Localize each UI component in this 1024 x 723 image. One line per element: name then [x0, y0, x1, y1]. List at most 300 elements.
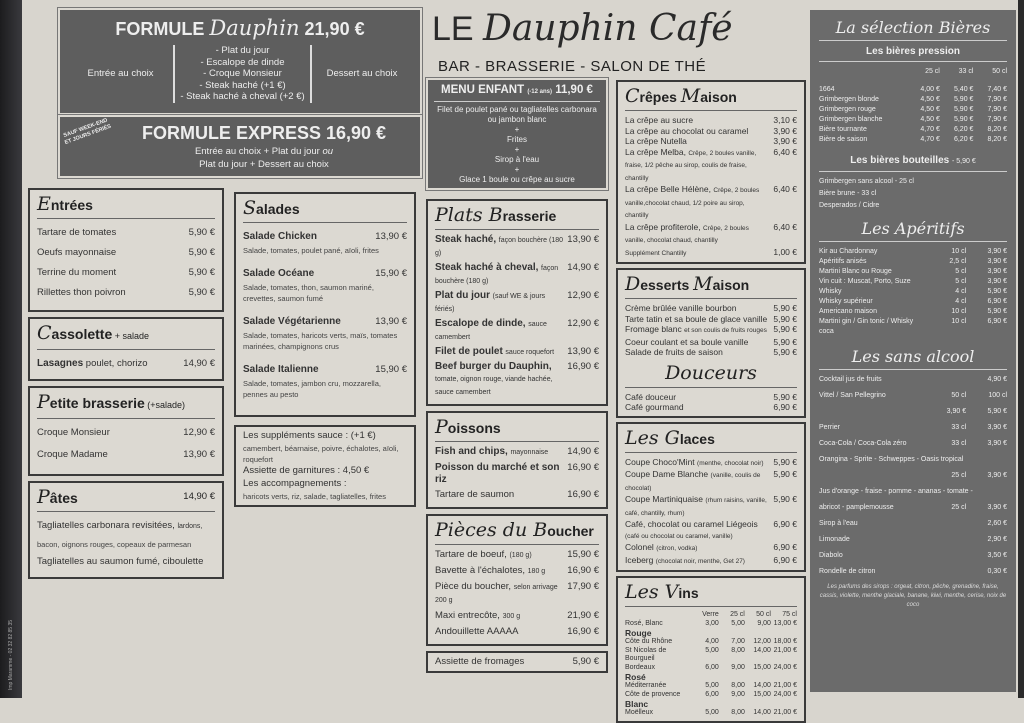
item-name-bold: Filet de poulet	[435, 346, 503, 357]
item-name	[435, 581, 563, 607]
item-price: 5,90 €	[188, 267, 215, 278]
item-name	[243, 316, 371, 328]
section-title	[37, 391, 215, 419]
draft-beer-row-cell: 4,50 €	[920, 106, 940, 113]
wine-header: 75 cl	[782, 611, 797, 618]
menu-item	[37, 247, 215, 259]
bottle-beer-row	[819, 177, 1007, 187]
item-price: 5,90 €	[773, 456, 797, 467]
item-detail: lardons,	[177, 523, 203, 530]
section-title	[37, 193, 215, 219]
column-1	[28, 188, 224, 579]
soft-drink-row-cell: 50 cl	[951, 392, 967, 399]
draft-beer-row-cell: 7,90 €	[987, 116, 1008, 123]
item-name	[435, 610, 563, 623]
wine-cell: 14,00	[753, 709, 771, 716]
soft-drinks-title: Les sans alcool	[819, 347, 1007, 370]
aperitif-row-cell: 2,5 cl	[949, 258, 967, 265]
section-entrees	[28, 188, 224, 312]
draft-beer-row-cell: 6,20 €	[953, 136, 974, 143]
soft-drink-row-cell: Perrier	[819, 424, 841, 431]
aperitif-row-cell: Apéritifs anisés	[819, 258, 867, 265]
soft-drink-row-cell: 25 cl	[951, 504, 967, 511]
menu-item	[435, 489, 599, 501]
item-price: 17,90 €	[567, 581, 599, 592]
wine-cell: 5,00	[705, 709, 719, 716]
draft-beer-row-cell: Grimbergen rouge	[819, 106, 876, 113]
section-title-initial: Plats B	[435, 204, 503, 226]
item-name-text: Maxi entrecôte,	[435, 610, 500, 621]
printer-credit: Imp Maramme - 02 32 82 85 35	[8, 619, 14, 690]
item-description: Salade, tomates, haricots verts, maïs, tomates marinées, champignons crus	[243, 331, 398, 351]
draft-header-cell: 50 cl	[992, 68, 1008, 75]
section-title-initial: M	[680, 85, 701, 107]
item-price: 12,90 €	[183, 427, 215, 438]
item-price: 1,00 €	[773, 246, 797, 257]
menu-item	[37, 267, 215, 279]
section-petite-brasserie	[28, 386, 224, 476]
title-le: LE	[432, 10, 484, 48]
menu-enfant-line: Sirop à l'eau	[494, 155, 540, 164]
item-name-text: Oeufs mayonnaise	[37, 247, 117, 258]
section-title-text: aison	[712, 277, 750, 293]
section-pates	[28, 481, 224, 579]
section-title	[625, 273, 797, 299]
wine-row	[625, 647, 797, 664]
draft-header-cell: 25 cl	[925, 68, 940, 75]
section-title	[37, 322, 215, 350]
soft-drink-row-cell: Coca-Cola / Coca-Cola zéro	[819, 440, 907, 447]
column-3	[426, 78, 608, 673]
item-name-bold: Lasagnes	[37, 358, 84, 369]
menu-item	[243, 430, 407, 442]
item-name	[435, 462, 563, 486]
menu-enfant-line: +	[514, 125, 520, 134]
item-price: 5,90 €	[773, 303, 797, 313]
item-name	[243, 364, 371, 376]
draft-beer-row-cell: Bière de saison	[819, 136, 868, 143]
soft-drink-row	[819, 487, 1007, 497]
menu-item	[435, 446, 599, 459]
item-price: 5,90 €	[572, 656, 599, 667]
wine-cell: 8,00	[731, 682, 745, 689]
item-price: 16,90 €	[567, 361, 599, 372]
wine-row	[625, 682, 797, 691]
aperitif-row-cell: Kir au Chardonnay	[819, 248, 878, 255]
section-title	[243, 197, 407, 223]
item-price: 5,90 €	[188, 227, 215, 238]
draft-beer-row-cell: 7,90 €	[987, 96, 1008, 103]
formule-choice: - Plat du jour	[215, 45, 270, 56]
item-name	[37, 449, 179, 461]
item-description: Salade, tomates, poulet pané, aïoli, frites	[243, 246, 379, 255]
section-title-initial: D	[625, 273, 641, 295]
aperitif-row	[819, 247, 1007, 257]
section-title-text: ins	[678, 585, 699, 601]
item-name-text: poulet, chorizo	[83, 358, 148, 369]
draft-beer-row-cell: 8,20 €	[987, 126, 1008, 133]
menu-enfant-price: 11,90 €	[555, 84, 593, 96]
item-price: 13,90 €	[567, 346, 599, 357]
soft-drink-row-cell: 3,90 €	[946, 408, 967, 415]
aperitif-row	[819, 297, 1007, 307]
item-detail: selon arrivage 200 g	[435, 584, 558, 604]
section-title-text: Douceurs	[665, 361, 757, 384]
item-price: 6,40 €	[773, 184, 797, 194]
wine-header: Verre	[702, 611, 719, 618]
item-price: 13,90 €	[183, 449, 215, 460]
wine-cell: Rosé, Blanc	[625, 619, 663, 627]
soft-drink-row-cell	[925, 535, 966, 545]
aperitif-row-cell: 5 cl	[955, 278, 967, 285]
item-name-text: Tartare de boeuf,	[435, 549, 507, 560]
soft-drink-row	[819, 519, 1007, 529]
section-title-initial: E	[37, 193, 51, 215]
section-crepes	[616, 80, 806, 264]
draft-header	[819, 67, 1007, 77]
section-title-text: oucher	[547, 523, 594, 539]
formule-main-choices	[173, 45, 312, 103]
item-name	[37, 520, 215, 533]
item-price: 21,90 €	[567, 610, 599, 621]
formule-express	[58, 115, 422, 178]
item-name-text: Bavette à l'échalotes,	[435, 565, 526, 576]
item-name-bold: Salade Océane	[243, 268, 315, 279]
section-title-initial: C	[625, 85, 640, 107]
item-price: 5,90 €	[773, 494, 797, 504]
wine-cell: 13,00 €	[773, 619, 797, 627]
item-name	[625, 303, 769, 314]
formule-label: FORMULE	[115, 19, 205, 39]
item-price: 13,90 €	[567, 234, 599, 245]
section-title-text: assolette	[51, 326, 113, 342]
wine-cell: St Nicolas de Bourgueil	[625, 646, 667, 662]
item-name-text: Crème brûlée vanille bourbon	[625, 303, 737, 313]
item-name-text: Assiette de fromages	[435, 656, 525, 667]
section-fromages	[426, 651, 608, 673]
item-price: 6,40 €	[773, 221, 797, 232]
soft-drink-row-cell: 25 cl	[951, 472, 967, 479]
draft-header-cell: 33 cl	[958, 68, 974, 75]
soft-drink-row-cell: 3,90 €	[987, 424, 1008, 431]
wine-cell: 12,00	[753, 638, 771, 645]
item-detail: Crêpe, 2 boules vanille, fraise, 1/2 pêche au sirop, coulis de fraise, chantilly	[625, 149, 757, 182]
menu-item	[243, 465, 407, 477]
item-detail: (180 g)	[509, 552, 532, 559]
item-name	[435, 234, 563, 260]
draft-beer-row-cell: 6,20 €	[953, 126, 974, 133]
section-title-text: esserts	[640, 277, 694, 293]
item-name-text: Coupe Martiniquaise	[625, 494, 703, 504]
item-name-text: La crêpe au chocolat ou caramel	[625, 125, 749, 136]
item-detail: Crêpe, 2 boules vanille,chocolat chaud, 1/2 poire au sirop, chantilly	[625, 187, 760, 219]
soft-drink-row-cell: 3,90 €	[987, 472, 1008, 479]
section-title	[625, 85, 797, 111]
menu-item	[435, 565, 599, 578]
item-name-text: Colonel	[625, 542, 654, 552]
section-title-text: oissons	[447, 420, 501, 436]
wine-cell: 18,00 €	[773, 638, 797, 645]
soft-drink-row	[819, 535, 1007, 545]
item-price: 5,90 €	[773, 336, 797, 347]
menu-enfant-line: +	[514, 165, 520, 174]
aperitif-row-cell: 3,90 €	[987, 248, 1008, 255]
item-name-text: Les accompagnements :	[243, 478, 347, 489]
wine-group	[625, 672, 797, 682]
formule-right: Dessert au choix	[326, 68, 398, 80]
wine-header	[625, 611, 693, 620]
title-dauphin: Dauphin	[483, 8, 638, 49]
soft-drink-row-cell: Vittel / San Pellegrino	[819, 392, 886, 399]
wine-row	[625, 620, 797, 629]
item-price: 5,90 €	[773, 313, 797, 324]
menu-item	[37, 227, 215, 239]
soft-drink-row-cell: 5,90 €	[987, 408, 1008, 415]
item-description: haricots verts, riz, salade, tagliatelles, frites	[243, 492, 386, 501]
menu-item	[435, 581, 599, 607]
item-price: 16,90 €	[567, 565, 599, 576]
item-name	[625, 519, 769, 542]
aperitif-row-cell: 6,90 €	[987, 298, 1008, 305]
item-name-text: La crêpe Nutella	[625, 136, 687, 146]
item-name-text: La crêpe au sucre	[625, 115, 694, 125]
wine-row	[625, 638, 797, 647]
soft-drink-row-cell: abricot - pamplemousse	[819, 504, 894, 511]
draft-beer-row	[819, 115, 1007, 125]
wine-cell: 15,00	[753, 663, 771, 671]
aperitif-row-cell: 4 cl	[955, 298, 967, 305]
soft-drink-row-cell	[819, 471, 925, 481]
item-detail: tomate, oignon rouge, viande hachée, sauce camembert	[435, 376, 553, 396]
item-name-text: Coeur coulant et sa boule vanille	[625, 336, 749, 347]
item-name	[37, 267, 185, 279]
item-price: 16,90 €	[567, 489, 599, 500]
menu-item	[625, 222, 797, 247]
aperitif-row	[819, 317, 1007, 337]
section-title-text: rêpes	[639, 89, 681, 105]
item-price: 5,90 €	[773, 324, 797, 334]
restaurant-subtitle: BAR - BRASSERIE - SALON DE THÉ	[438, 58, 707, 75]
draft-beer-row-cell: Grimbergen blanche	[819, 116, 883, 123]
soft-drink-row-cell: Cocktail jus de fruits	[819, 376, 882, 383]
soft-drink-row	[819, 551, 1007, 561]
menu-enfant-line: Filet de poulet pané ou tagliatelles carbonara ou jambon blanc	[437, 105, 597, 124]
section-title-initial: P	[37, 486, 50, 508]
wine-cell: Côte du Rhône	[625, 638, 673, 645]
item-name	[625, 184, 769, 222]
item-detail: (vanille, coulis de chocolat)	[625, 472, 761, 492]
item-description: Salade, tomates, thon, saumon mariné, crevettes, saumon fumé	[243, 283, 374, 303]
aperitif-row-cell: Vin cuit : Muscat, Porto, Suze	[819, 278, 911, 285]
item-price: 14,90 €	[567, 262, 599, 273]
item-name-text: Café douceur	[625, 391, 677, 402]
item-name	[625, 347, 769, 358]
item-name	[37, 556, 215, 568]
draft-beer-row-cell: 4,50 €	[920, 96, 940, 103]
item-name	[435, 489, 563, 501]
menu-item	[37, 556, 215, 568]
soft-drink-row	[819, 471, 1007, 481]
menu-item	[625, 519, 797, 542]
draft-beer-row-cell: 7,90 €	[987, 106, 1008, 113]
menu-item	[435, 361, 599, 399]
table-edge	[0, 0, 22, 698]
wine-group	[625, 699, 797, 709]
menu-item	[435, 346, 599, 359]
item-name	[625, 469, 769, 494]
soft-drink-row-cell: Sirop à l'eau	[819, 520, 858, 527]
item-name-text: Tarte tatin et sa boule de glace vanille	[625, 313, 768, 324]
menu-item	[625, 314, 797, 325]
item-price: 5,90 €	[773, 347, 797, 357]
item-detail: 180 g	[527, 568, 546, 575]
item-name-text: Iceberg	[625, 554, 654, 565]
item-detail: Supplément Chantilly	[625, 249, 687, 257]
aperitif-row	[819, 287, 1007, 297]
formule-dauphin	[58, 8, 422, 115]
item-price: 5,90 €	[773, 469, 797, 479]
item-name	[37, 227, 185, 239]
soft-drink-row-cell	[925, 551, 966, 561]
item-name	[625, 542, 769, 555]
menu-item	[243, 478, 407, 490]
aperitif-row-cell: 6,90 €	[987, 318, 1008, 325]
section-note: (+salade)	[144, 400, 186, 410]
express-title: FORMULE EXPRESS 16,90 €	[141, 123, 387, 143]
aperitifs-title: Les Apéritifs	[819, 219, 1007, 242]
menu-item	[435, 234, 599, 260]
item-price: 3,10 €	[773, 115, 797, 125]
menu-item	[243, 364, 407, 376]
item-price: 12,90 €	[567, 290, 599, 301]
soft-drink-row	[819, 407, 1007, 417]
wine-cell: 5,00	[731, 619, 745, 627]
draft-beer-row-cell: 5,90 €	[953, 116, 974, 123]
aperitif-row-cell: 10 cl	[951, 308, 967, 315]
item-name	[625, 147, 769, 185]
section-title	[625, 427, 797, 453]
soft-drink-row-cell: 0,30 €	[987, 568, 1008, 575]
aperitif-row	[819, 307, 1007, 317]
item-detail: sauce camembert	[435, 321, 547, 341]
item-name	[435, 446, 563, 459]
item-name	[243, 478, 407, 490]
draft-beer-row-cell: 4,50 €	[920, 116, 940, 123]
menu-item	[37, 358, 215, 370]
wine-cell: 8,00	[731, 709, 745, 716]
item-name-bold: Poisson du marché et son riz	[435, 462, 560, 485]
wine-cell: 21,00 €	[773, 646, 797, 654]
item-name	[435, 626, 563, 638]
item-name-bold: Fish and chips,	[435, 446, 508, 457]
item-price: 3,90 €	[773, 125, 797, 136]
aperitif-row-cell: 5,90 €	[987, 288, 1008, 295]
item-name-bold: Salade Chicken	[243, 231, 317, 242]
item-name	[243, 430, 407, 442]
draft-beer-row	[819, 135, 1007, 145]
wine-cell: 14,00	[753, 682, 771, 689]
item-detail: (café ou chocolat ou caramel, vanille)	[625, 532, 733, 540]
section-title-initial: Les V	[625, 581, 679, 603]
menu-enfant-line: +	[514, 145, 520, 154]
soft-drink-row	[819, 391, 1007, 401]
item-price: 15,90 €	[567, 549, 599, 560]
formule-script: Dauphin	[209, 16, 300, 40]
menu-item	[37, 427, 215, 439]
item-name	[625, 494, 769, 519]
item-name	[243, 231, 371, 243]
section-title-text: âtes	[49, 490, 78, 506]
item-description: bacon, oignons rouges, copeaux de parmesan	[37, 540, 192, 549]
bottle-beer-row-cell: Desperados / Cidre	[819, 202, 880, 209]
formule-left: Entrée au choix	[87, 68, 154, 80]
wine-cell: Méditerranée	[625, 682, 667, 689]
wine-cell: Blanc	[625, 699, 649, 709]
draft-beer-row	[819, 105, 1007, 115]
menu-item	[435, 462, 599, 486]
formule-price: 21,90 €	[304, 19, 365, 39]
item-name-text: Café gourmand	[625, 402, 684, 412]
menu-item	[625, 147, 797, 185]
aperitif-row-cell: 3,90 €	[987, 258, 1008, 265]
express-stamp: SAUF WEEK-END ET JOURS FÉRIÉS	[62, 117, 113, 147]
item-detail: (rhum raisins, vanille, café, chantilly, rhum)	[625, 497, 767, 517]
section-title-text: alades	[256, 201, 300, 217]
item-name-text: Assiette de garnitures : 4,50 €	[243, 465, 370, 476]
item-price: 6,90 €	[773, 542, 797, 552]
wine-cell: Côte de provence	[625, 690, 681, 698]
wine-cell: 5,00	[705, 682, 719, 689]
item-name	[625, 324, 769, 337]
menu-item	[625, 184, 797, 222]
item-name-text: Croque Madame	[37, 449, 108, 460]
item-name-text: Pièce du boucher,	[435, 581, 512, 592]
item-name	[435, 262, 563, 288]
aperitif-row-cell: Martini gin / Gin tonic / Whisky coca	[819, 318, 914, 335]
soft-drink-row	[819, 423, 1007, 433]
soft-drink-row	[819, 439, 1007, 449]
aperitif-row	[819, 267, 1007, 277]
wine-cell: 24,00 €	[773, 663, 797, 671]
aperitif-row-cell: 10 cl	[951, 248, 967, 255]
express-line2: Plat du jour + Dessert au choix	[199, 159, 329, 170]
menu-item	[435, 610, 599, 623]
item-price: 15,90 €	[375, 364, 407, 375]
draft-beer-row-cell: 5,40 €	[953, 86, 974, 93]
item-name-bold: Steak haché à cheval,	[435, 262, 539, 273]
soft-drink-row-cell: 33 cl	[951, 424, 967, 431]
wine-cell: Bordeaux	[625, 663, 655, 671]
soft-drink-row-cell: Diabolo	[819, 552, 843, 559]
menu-item	[243, 231, 407, 243]
item-name	[37, 358, 179, 370]
soft-drink-row	[819, 503, 1007, 513]
draft-beers-title: Les bières pression	[819, 46, 1007, 62]
item-detail: 300 g	[502, 613, 521, 620]
menu-item	[243, 316, 407, 328]
menu-enfant-line: Glace 1 boule ou crêpe au sucre	[459, 175, 575, 184]
menu-item	[435, 656, 599, 668]
item-name-text: Fromage blanc	[625, 324, 682, 334]
item-name	[625, 555, 769, 568]
menu-item	[435, 262, 599, 288]
section-pieces-du-boucher	[426, 514, 608, 646]
item-price: 6,90 €	[773, 554, 797, 565]
item-price: 5,90 €	[773, 391, 797, 402]
section-glaces	[616, 422, 806, 573]
soft-drink-row-cell: 100 cl	[988, 392, 1008, 399]
item-name	[435, 656, 569, 668]
